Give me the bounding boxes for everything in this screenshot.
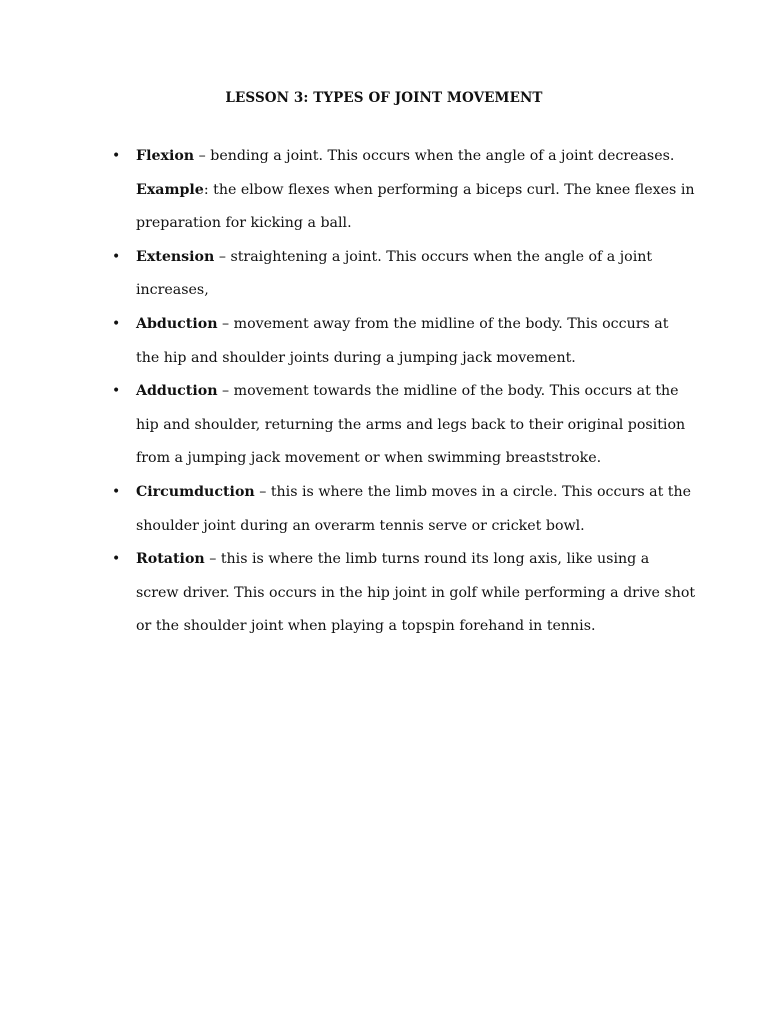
term-abduction: Abduction [136, 315, 218, 332]
definition-circumduction: – this is where the limb moves in a circle. This occurs at the shoulder joint during an overarm tennis serve or cricket bowl. [136, 483, 692, 534]
list-item-rotation [112, 543, 696, 644]
bullet: • [112, 315, 121, 332]
term-adduction: Adduction [136, 383, 218, 400]
list-item-circumduction [112, 476, 696, 543]
list-item-flexion [112, 140, 696, 241]
definition-adduction: – movement towards the midline of the body. This occurs at the hip and shoulder, returning the arms and legs back to their original position from a jumping jack movement or when swimming breaststroke. [136, 383, 686, 467]
definition-extension: – straightening a joint. This occurs when the angle of a joint increases, [136, 248, 653, 299]
example-label: Example [136, 181, 204, 198]
bullet: • [112, 551, 121, 568]
bullet: • [112, 483, 121, 500]
definition-flexion: – bending a joint. This occurs when the angle of a joint decreases. [194, 148, 675, 164]
example-text: : the elbow flexes when performing a biceps curl. The knee flexes in preparation for kicking a ball. [136, 181, 695, 232]
list-item-adduction [112, 375, 696, 476]
example-flexion [136, 174, 696, 241]
definition-abduction: – movement away from the midline of the body. This occurs at the hip and shoulder joints during a jumping jack movement. [136, 315, 669, 366]
page-title: LESSON 3: TYPES OF JOINT MOVEMENT [225, 90, 543, 106]
term-circumduction: Circumduction [136, 483, 255, 500]
bullet: • [112, 383, 121, 400]
bullet: • [112, 148, 121, 164]
bullet: • [112, 248, 121, 265]
definition-rotation: – this is where the limb turns round its long axis, like using a screw driver. This occurs in the hip joint in golf while performing a drive shot or the shoulder joint when playing a topspin forehand in tennis. [136, 551, 696, 635]
list-item-extension [112, 241, 696, 308]
term-extension: Extension [136, 248, 215, 265]
term-flexion: Flexion [136, 148, 195, 164]
joint-movement-list [112, 140, 696, 644]
list-item-abduction [112, 308, 696, 375]
term-rotation: Rotation [136, 551, 205, 568]
